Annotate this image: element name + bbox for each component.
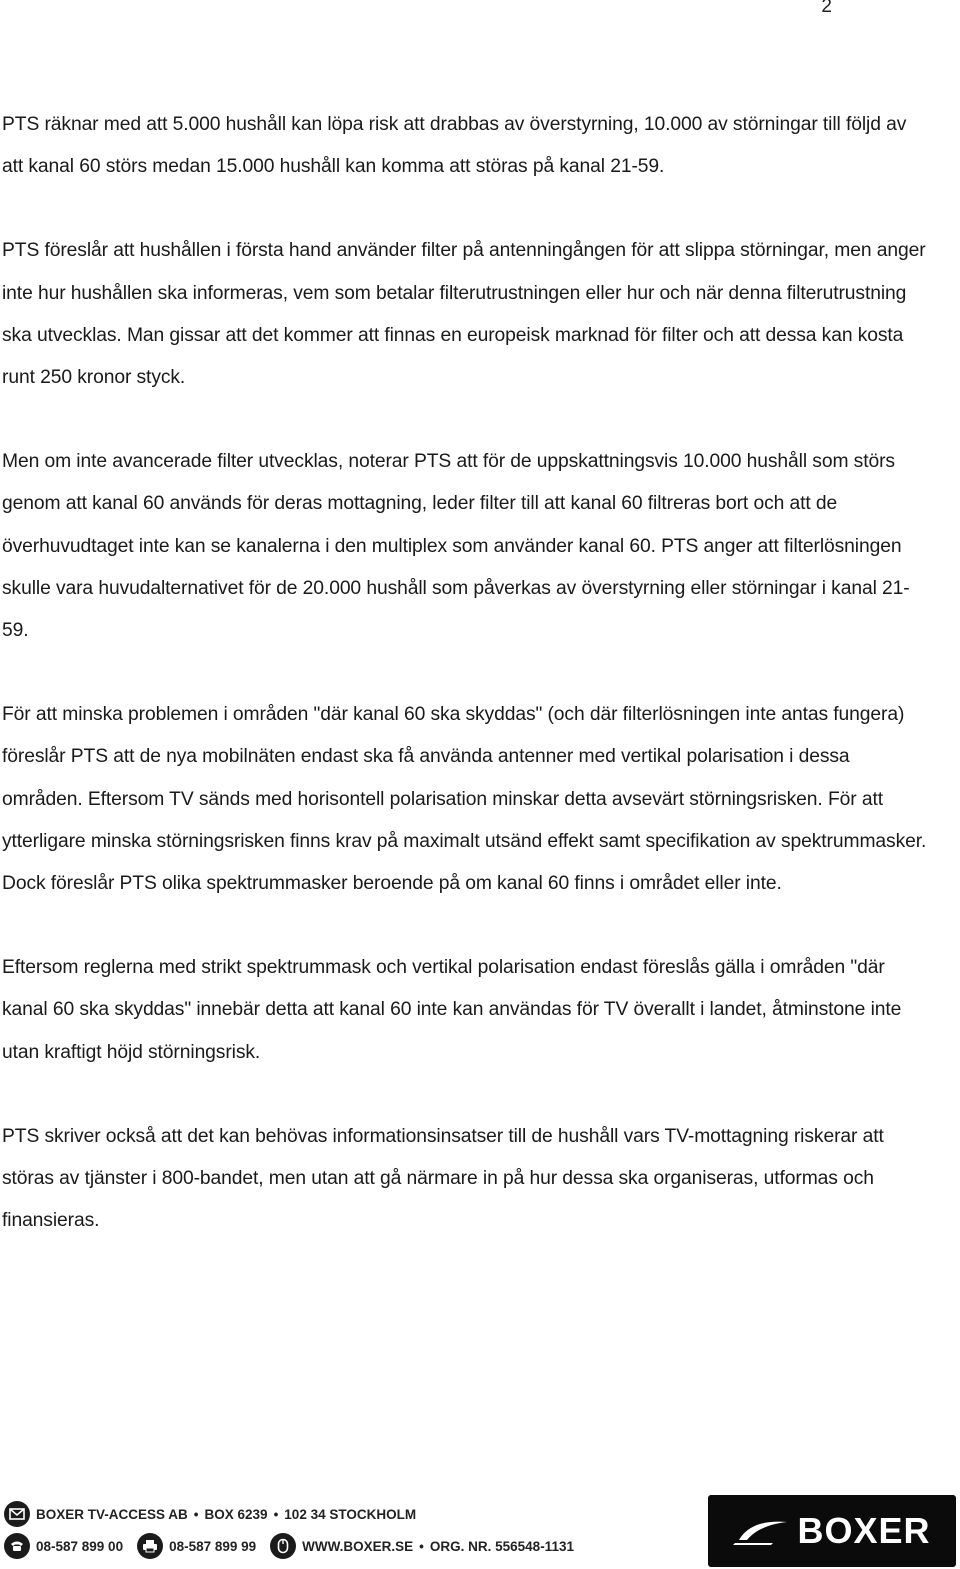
footer-contact-row (4, 1533, 574, 1559)
paragraph-1: PTS räknar med att 5.000 hushåll kan löpa risk att drabbas av överstyrning, 10.000 av störningar till följd av att kanal 60 störs medan 15.000 hushåll kan komma att störas på kanal 21-59. (2, 114, 907, 178)
footer-separator: • (419, 1538, 424, 1554)
footer-fax: 08-587 899 99 (169, 1538, 257, 1554)
footer-web: WWW.BOXER.SE (302, 1538, 414, 1554)
footer-company: BOXER TV-ACCESS AB (36, 1506, 188, 1522)
footer-box: BOX 6239 (204, 1506, 268, 1522)
boxer-logo-text: BOXER (797, 1510, 931, 1551)
footer-org-number: ORG. NR. 556548-1131 (429, 1538, 574, 1554)
boxer-logo (708, 1495, 956, 1567)
footer-phone: 08-587 899 00 (36, 1538, 124, 1554)
document-body (2, 104, 932, 1284)
paragraph-5: Eftersom reglerna med strikt spektrummask och vertikal polarisation endast föreslås gälla i områden "där kanal 60 ska skyddas" innebär detta att kanal 60 inte kan användas för TV överallt i landet, åtminstone inte utan kraftigt höjd störningsrisk. (2, 957, 902, 1063)
mail-icon (4, 1501, 30, 1527)
page-footer (0, 1493, 960, 1569)
mouse-icon (270, 1533, 296, 1559)
page-number: 2 (821, 0, 832, 17)
phone-icon (4, 1533, 30, 1559)
paragraph-2: PTS föreslår att hushållen i första hand använder filter på antenningången för att slippa störningar, men anger inte hur hushållen ska informeras, vem som betalar filterutrustningen eller hur och när denna filterutrustning ska utvecklas. Man gissar att det kommer att finnas en europeisk marknad för filter och att dessa kan kosta runt 250 kronor styck. (2, 240, 926, 389)
paragraph-6: PTS skriver också att det kan behövas informationsinsatser till de hushåll vars TV-mottagning riskerar att störas av tjänster i 800-bandet, men utan att gå närmare in på hur dessa ska organiseras, utformas och finansieras. (2, 1125, 884, 1232)
footer-address: 102 34 STOCKHOLM (284, 1506, 417, 1522)
footer-address-row (4, 1501, 416, 1527)
footer-separator: • (193, 1506, 199, 1522)
paragraph-3: Men om inte avancerade filter utvecklas, noterar PTS att för de uppskattningsvis 10.000 hushåll som störs genom att kanal 60 används för deras mottagning, leder filter till att kanal 60 filtreras bort och att de överhuvudtaget inte kan se kanalerna i den multiplex som använder kanal 60. PTS anger att filterlösningen skulle vara huvudalternativet för de 20.000 hushåll som påverkas av överstyrning eller störningar i kanal 21-59. (2, 451, 910, 642)
paragraph-4: För att minska problemen i områden "där kanal 60 ska skyddas" (och där filterlösningen inte antas fungera) föreslår PTS att de nya mobilnäten endast ska få använda antenner med vertikal polarisation i dessa områden. Eftersom TV sänds med horisontell polarisation minskar detta avsevärt störningsrisken. För att ytterligare minska störningsrisken finns krav på maximalt utsänd effekt samt specifikation av spektrummasker. Dock föreslår PTS olika spektrummasker beroende på om kanal 60 finns i området eller inte. (2, 704, 927, 895)
boxer-logo-mark (733, 1516, 791, 1546)
footer-separator: • (273, 1506, 279, 1522)
fax-icon (137, 1533, 163, 1559)
